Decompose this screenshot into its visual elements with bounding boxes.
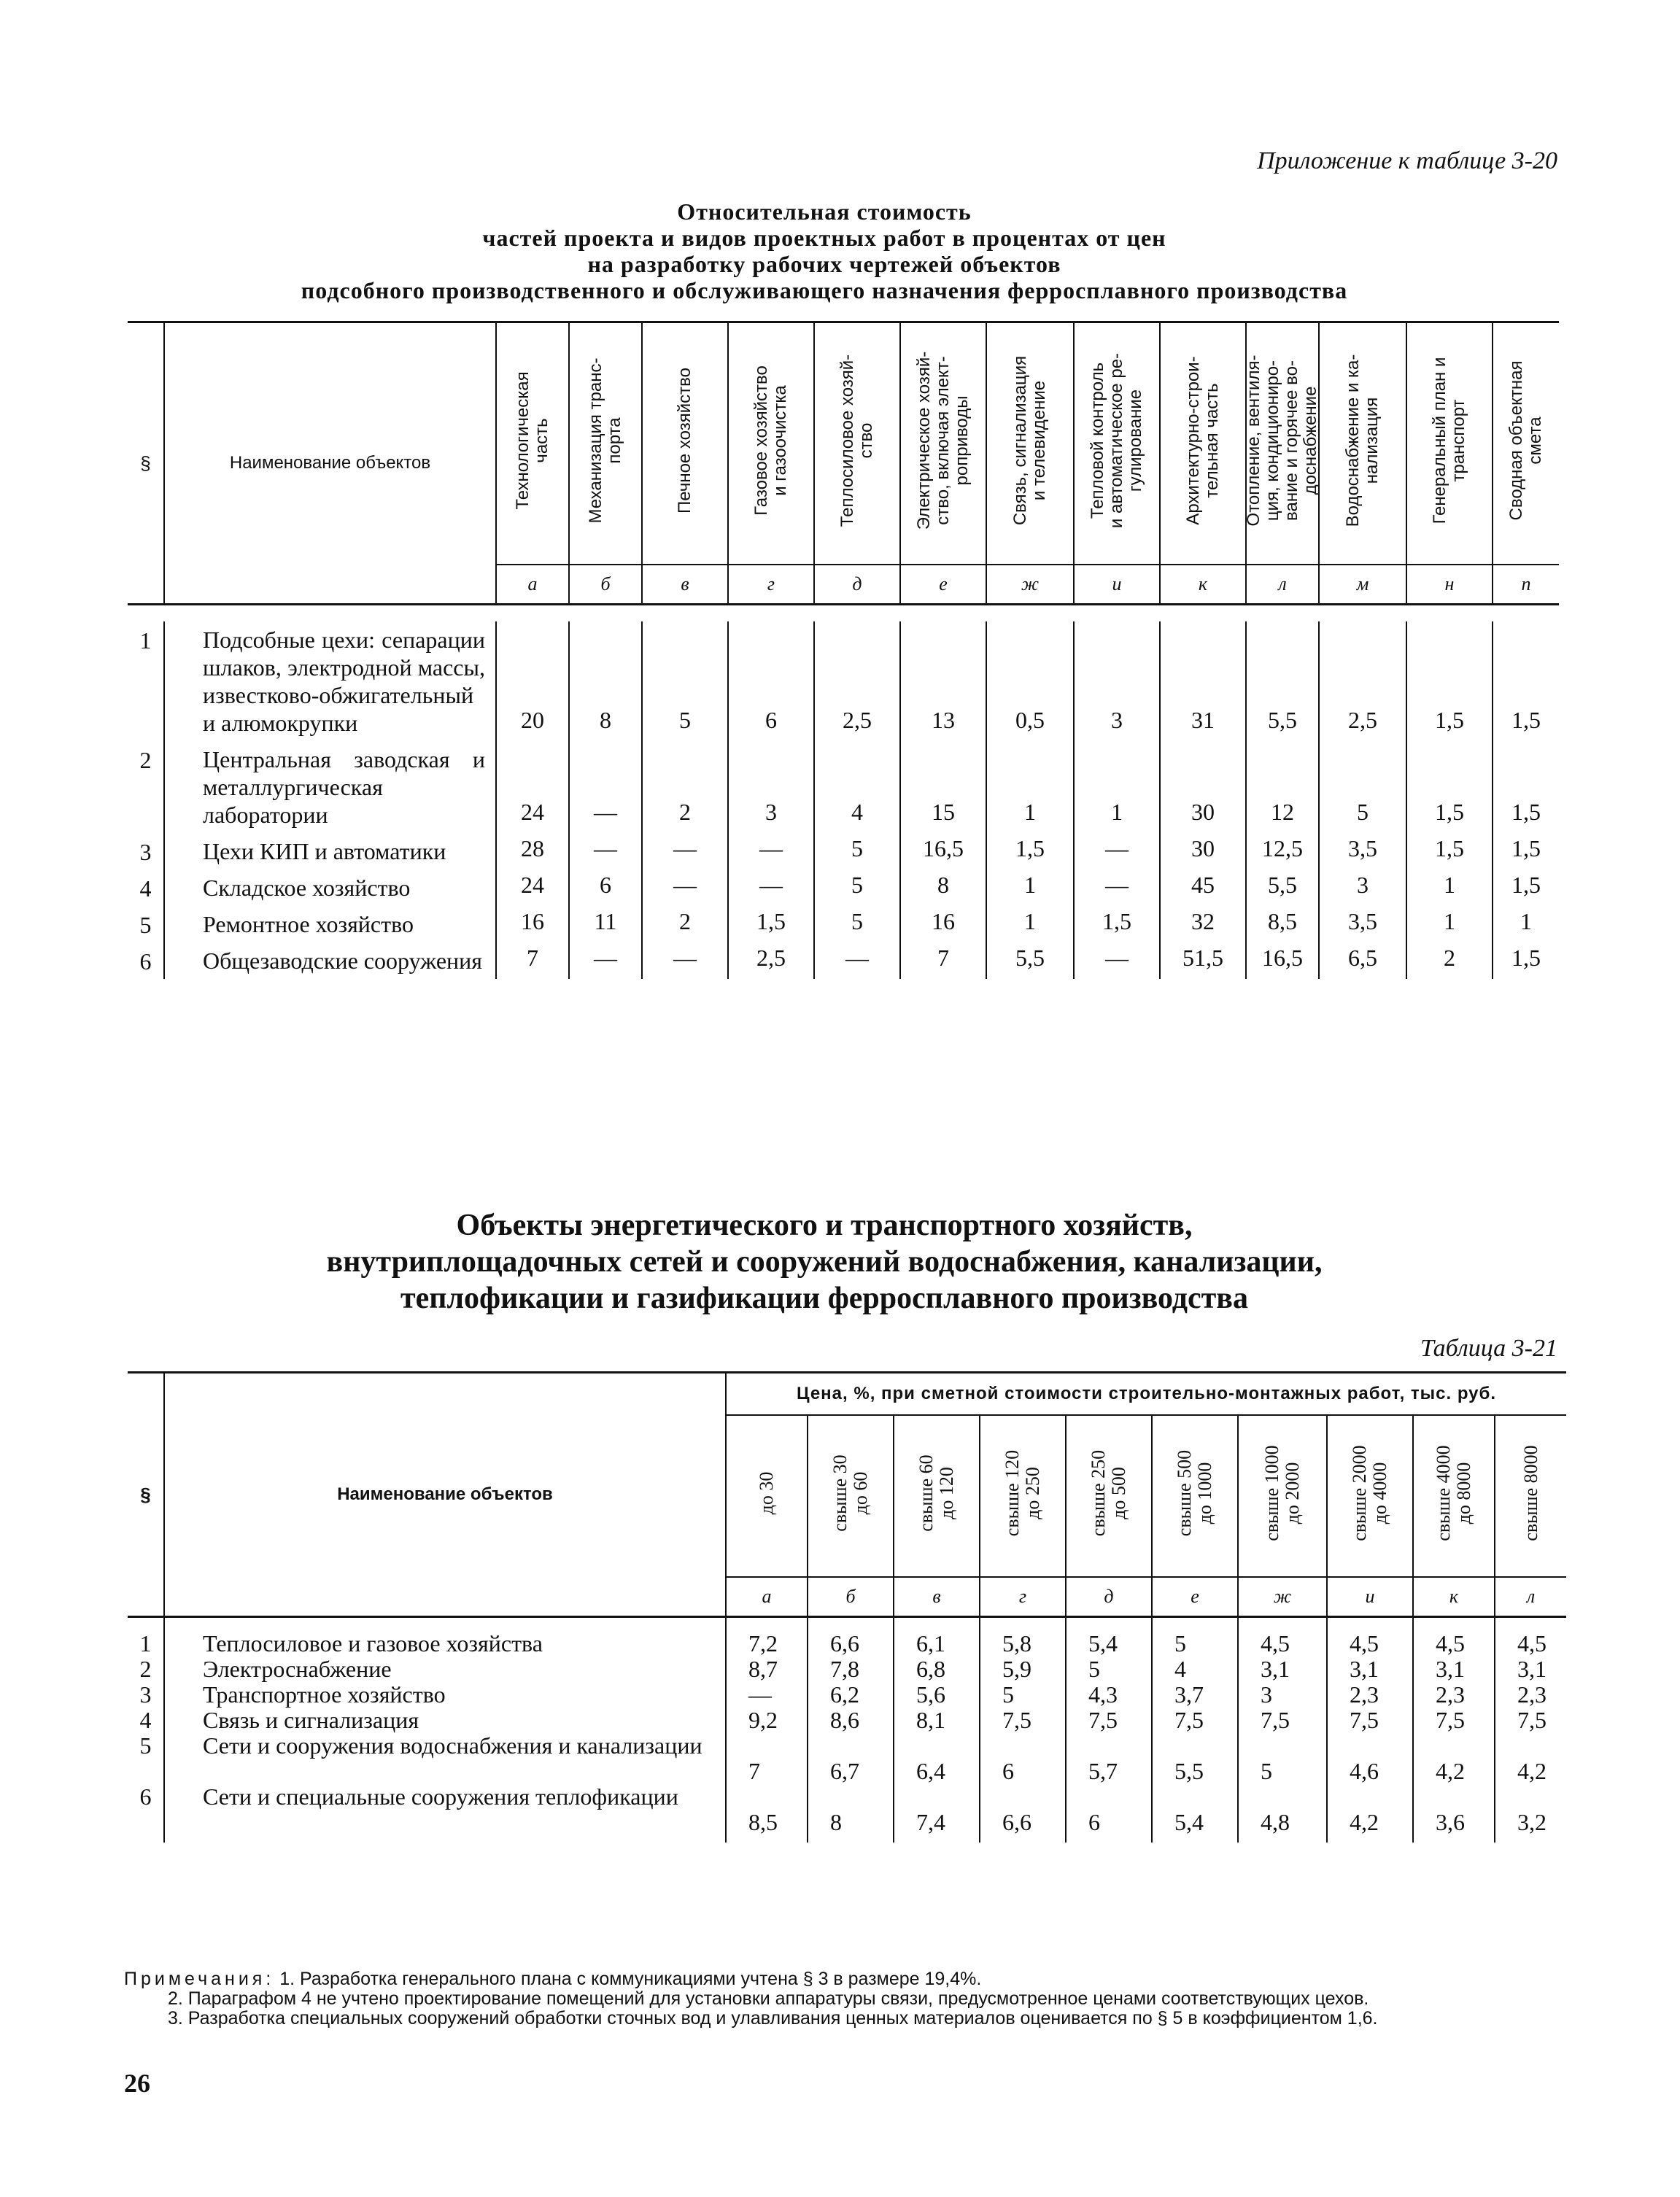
table-cell: 5 — [814, 869, 900, 906]
table-cell: 6 — [728, 621, 814, 741]
table-cell: 8 — [830, 1809, 842, 1835]
table-cell: 9,2 — [748, 1707, 778, 1733]
table-cell: 0,5 — [986, 621, 1074, 741]
table2-col-header — [1327, 1415, 1413, 1577]
table-cell: 5,7 — [1088, 1758, 1118, 1784]
table-cell: 8,5 — [748, 1809, 778, 1835]
table1-col-label: Технологическая часть — [513, 371, 551, 510]
table-cell: 4,6 — [1350, 1758, 1379, 1784]
table-cell: 2 — [1406, 942, 1493, 979]
table1-col-label: Водоснабжение и ка- нализация — [1343, 354, 1382, 527]
table1-col-header — [1246, 322, 1319, 565]
table-cell: 7,5 — [1436, 1707, 1465, 1733]
table-cell: — — [569, 833, 642, 869]
table-cell: 24 — [496, 741, 569, 833]
table-cell: 1 — [1406, 906, 1493, 942]
table2-col-label: свыше 2000 до 4000 — [1349, 1445, 1390, 1541]
row-number: 6 — [139, 948, 152, 974]
table2-col-letter: д — [1066, 1577, 1152, 1617]
table-cell: 7,5 — [1350, 1707, 1379, 1733]
table-cell: 51,5 — [1160, 942, 1246, 979]
table1-col-letter: н — [1406, 565, 1493, 605]
table1-col-letter: п — [1493, 565, 1559, 605]
row-name: Общезаводские сооружения — [164, 942, 496, 979]
table1-col-letter: ж — [986, 565, 1074, 605]
row-number: 4 — [139, 875, 152, 902]
table-cell: 3,1 — [1261, 1656, 1290, 1682]
table-cell: 8,5 — [1246, 906, 1319, 942]
value-column — [726, 1617, 808, 1843]
table-cell: 5,5 — [1246, 869, 1319, 906]
table-cell: 4,3 — [1088, 1681, 1118, 1708]
note-1-text: 1. Разработка генерального плана с коммуникациями учтена § 3 в размере 19,4%. — [279, 1969, 982, 1989]
row-number: 4 — [139, 1707, 152, 1733]
table-cell: 6,8 — [916, 1656, 945, 1682]
table2-col-letter: л — [1495, 1577, 1566, 1617]
table2-col-header — [1495, 1415, 1566, 1577]
notes-heading: Примечания: — [124, 1969, 275, 1989]
table1-col-header — [569, 322, 642, 565]
table-cell: 6,6 — [1002, 1809, 1031, 1835]
table-cell: 15 — [900, 741, 986, 833]
table-cell: 5 — [1088, 1656, 1100, 1682]
table2-col-header — [1238, 1415, 1327, 1577]
table-cell: 6 — [1002, 1758, 1014, 1784]
table-cell: 4 — [814, 741, 900, 833]
table2-title-line: Объекты энергетического и транспортного хозяйств, — [456, 1209, 1193, 1242]
table-cell: 7 — [496, 942, 569, 979]
table-cell: 2,5 — [728, 942, 814, 979]
table2-col-label: свыше 30 до 60 — [829, 1454, 871, 1532]
table-cell: 1,5 — [1493, 741, 1559, 833]
value-column — [1238, 1617, 1327, 1843]
page-number: 26 — [124, 2069, 150, 2098]
table1-col-letter: к — [1160, 565, 1246, 605]
row-number: 1 — [139, 1630, 152, 1657]
table-cell: 2,3 — [1517, 1681, 1547, 1708]
table-row — [128, 942, 1559, 979]
table2-col-label: свыше 4000 до 8000 — [1433, 1445, 1474, 1541]
note-3: 3. Разработка специальных сооружений обработки сточных вод и улавливания ценных материалов оценивается по § 5 в коэффициентом 1,6. — [168, 2008, 1378, 2029]
table-cell: 1,5 — [986, 833, 1074, 869]
table-cell: 7,5 — [1002, 1707, 1031, 1733]
table1-title-line: частей проекта и видов проектных работ в процентах от цен — [482, 225, 1166, 251]
table-cell: 5 — [1174, 1630, 1186, 1657]
table-cell: 3,6 — [1436, 1809, 1465, 1835]
table1-col-label: Электрическое хозяй- ство, включая элект- роприводы — [914, 351, 972, 530]
row-number: 5 — [139, 1732, 152, 1759]
value-column — [1327, 1617, 1413, 1843]
table-cell: 5 — [814, 833, 900, 869]
table1-col-header — [642, 322, 728, 565]
table2-col-header — [808, 1415, 894, 1577]
table-cell: 8,1 — [916, 1707, 945, 1733]
table1-col-header — [728, 322, 814, 565]
table-cell: 8 — [900, 869, 986, 906]
table1-col-header — [986, 322, 1074, 565]
table-cell: — — [642, 942, 728, 979]
table2-col-letter: ж — [1238, 1577, 1327, 1617]
table-row — [128, 869, 1559, 906]
table-cell: 2,5 — [1319, 621, 1406, 741]
table2-col-label: до 30 — [756, 1471, 777, 1515]
table-cell: 3,1 — [1436, 1656, 1465, 1682]
table-cell: 3 — [1319, 869, 1406, 906]
table1-col-label: Сводная объектная смета — [1506, 360, 1545, 521]
table-cell: 3,1 — [1517, 1656, 1547, 1682]
row-name: Транспортное хозяйство — [203, 1681, 446, 1708]
table-cell: 8 — [569, 621, 642, 741]
table-cell: 6 — [1088, 1809, 1100, 1835]
table-cell: — — [569, 741, 642, 833]
table-cell: 3,2 — [1517, 1809, 1547, 1835]
table-cell: 6,7 — [830, 1758, 859, 1784]
table-cell: 16,5 — [1246, 942, 1319, 979]
table-cell: 3,1 — [1350, 1656, 1379, 1682]
table1 — [128, 321, 1559, 979]
table-cell: 5,8 — [1002, 1630, 1031, 1657]
table-cell: 12,5 — [1246, 833, 1319, 869]
table-cell: 1 — [986, 869, 1074, 906]
row-name: Цехи КИП и автоматики — [164, 833, 496, 869]
table-cell: — — [569, 942, 642, 979]
table1-col-letter: б — [569, 565, 642, 605]
table2-col-header — [1413, 1415, 1495, 1577]
table-cell: — — [728, 833, 814, 869]
table-cell: 3,7 — [1174, 1681, 1204, 1708]
table-cell: 6,2 — [830, 1681, 859, 1708]
table2-col-label: свыше 500 до 1000 — [1174, 1449, 1215, 1537]
table1-col-header — [1074, 322, 1160, 565]
table-cell: 3,5 — [1319, 833, 1406, 869]
table1-col-letter: е — [900, 565, 986, 605]
table-cell: 7,2 — [748, 1630, 778, 1657]
row-number: 3 — [139, 839, 152, 865]
table-cell: 1 — [1406, 869, 1493, 906]
table-cell: 1,5 — [1074, 906, 1160, 942]
table-row — [128, 833, 1559, 869]
table-cell: 7,5 — [1174, 1707, 1204, 1733]
table-cell: 2,3 — [1350, 1681, 1379, 1708]
table-cell: 3 — [1261, 1681, 1272, 1708]
row-name: Подсобные цехи: сепарации шлаков, электродной массы, известково-обжигательный и алюмокрупки — [164, 621, 496, 741]
table2-title-line: теплофикации и газификации ферросплавного производства — [400, 1282, 1248, 1315]
table-cell: — — [1074, 869, 1160, 906]
table2-body — [128, 1617, 1566, 1843]
table-cell: 5,5 — [1174, 1758, 1204, 1784]
table-cell: 7,5 — [1517, 1707, 1547, 1733]
table-cell: 24 — [496, 869, 569, 906]
table-cell: 1,5 — [1406, 621, 1493, 741]
table-cell: 1,5 — [1406, 833, 1493, 869]
table-cell: 6,1 — [916, 1630, 945, 1657]
table-cell: 6,6 — [830, 1630, 859, 1657]
table-cell: 2,5 — [814, 621, 900, 741]
table1-col-label: Теплосиловое хозяй- ство — [837, 354, 876, 527]
appendix-label: Приложение к таблице 3-20 — [1257, 147, 1557, 174]
table-cell: 6,5 — [1319, 942, 1406, 979]
table-cell: 7,4 — [916, 1809, 945, 1835]
table-cell: 7,5 — [1261, 1707, 1290, 1733]
table-cell: 3,5 — [1319, 906, 1406, 942]
table-cell: 16 — [496, 906, 569, 942]
table-cell: 4,2 — [1517, 1758, 1547, 1784]
table1-col-label: Тепловой контроль и автоматическое ре- гулирование — [1088, 352, 1145, 529]
table-cell: 30 — [1160, 741, 1246, 833]
table-cell: 2,3 — [1436, 1681, 1465, 1708]
table-cell: 4 — [1174, 1656, 1186, 1682]
table-cell: 5 — [1319, 741, 1406, 833]
table-cell: — — [642, 833, 728, 869]
table2-col-header — [894, 1415, 980, 1577]
table1-col-letter: м — [1319, 565, 1406, 605]
table1-col-label: Отопление, вентиля- ция, кондициониро- вание и горячее во- доснабжение — [1244, 354, 1320, 527]
table1-title-line: подсобного производственного и обслуживающего назначения ферросплавного производства — [301, 277, 1348, 303]
table1-col-header — [1160, 322, 1246, 565]
table2-col-letter: а — [726, 1577, 808, 1617]
table-cell: 1,5 — [1493, 833, 1559, 869]
table-cell: 5 — [1002, 1681, 1014, 1708]
value-column — [1413, 1617, 1495, 1843]
table-cell: 4,2 — [1436, 1758, 1465, 1784]
row-name: Теплосиловое и газовое хозяйства — [203, 1630, 543, 1657]
table-cell: 4,2 — [1350, 1809, 1379, 1835]
table1-col-letter: и — [1074, 565, 1160, 605]
row-name: Электроснабжение — [203, 1656, 392, 1682]
value-column — [1495, 1617, 1566, 1843]
table1-col-letter: а — [496, 565, 569, 605]
table-cell: — — [1074, 833, 1160, 869]
table1-name-header: Наименование объектов — [164, 322, 496, 605]
table-cell: 16 — [900, 906, 986, 942]
table-cell: 1 — [986, 741, 1074, 833]
table-cell: 6,4 — [916, 1758, 945, 1784]
table2 — [128, 1371, 1566, 1843]
table1-spacer-row — [128, 605, 1559, 622]
row-name: Складское хозяйство — [164, 869, 496, 906]
table-cell: — — [748, 1681, 772, 1708]
table2-col-label: свыше 250 до 500 — [1088, 1449, 1129, 1537]
table-cell: 8,6 — [830, 1707, 859, 1733]
table1-col-header — [900, 322, 986, 565]
table1-num-header: § — [128, 322, 164, 605]
table-cell: 3 — [728, 741, 814, 833]
table-cell: 4,5 — [1517, 1630, 1547, 1657]
table-row — [128, 906, 1559, 942]
table2-col-header — [726, 1415, 808, 1577]
table-cell: 13 — [900, 621, 986, 741]
table1-col-header — [1493, 322, 1559, 565]
table2-data-block — [128, 1617, 1566, 1843]
table1-col-header — [1319, 322, 1406, 565]
value-column — [1152, 1617, 1238, 1843]
table-cell: 4,8 — [1261, 1809, 1290, 1835]
table-cell: 5,9 — [1002, 1656, 1031, 1682]
table2-col-label: свыше 120 до 250 — [1002, 1449, 1043, 1537]
notes — [124, 1969, 1554, 2029]
table1-title-line: на разработку рабочих чертежей объектов — [587, 251, 1061, 277]
table1-col-letter: д — [814, 565, 900, 605]
table1-col-header — [814, 322, 900, 565]
table-cell: 1 — [986, 906, 1074, 942]
table1-col-label: Связь, сигнализация и телевидение — [1010, 355, 1049, 526]
table2-label: Таблица 3-21 — [1420, 1335, 1557, 1362]
table-row — [128, 621, 1559, 741]
table-cell: — — [1074, 942, 1160, 979]
table-cell: 5,4 — [1174, 1809, 1204, 1835]
table1-spacer-cell — [128, 605, 1559, 622]
table1-title-line: Относительная стоимость — [677, 198, 972, 225]
row-name: Сети и сооружения водоснабжения и канализации — [203, 1732, 702, 1759]
table2-title-line: внутриплощадочных сетей и сооружений водоснабжения, канализации, — [326, 1245, 1323, 1279]
table-cell: 7 — [748, 1758, 760, 1784]
note-1 — [124, 1969, 1554, 1989]
value-column — [894, 1617, 980, 1843]
row-number: 2 — [139, 747, 152, 773]
value-column — [1066, 1617, 1152, 1843]
table-cell: 1 — [1074, 741, 1160, 833]
note-2: 2. Параграфом 4 не учтено проектирование помещений для установки аппаратуры связи, предусмотренное ценами соответствующих цехов. — [168, 1988, 1369, 2009]
table2-col-letter: к — [1413, 1577, 1495, 1617]
table-cell: 1,5 — [1493, 621, 1559, 741]
row-number: 1 — [139, 627, 152, 654]
table-cell: 1,5 — [1493, 869, 1559, 906]
table1-col-header — [1406, 322, 1493, 565]
row-name: Ремонтное хозяйство — [164, 906, 496, 942]
table1-col-label: Печное хозяйство — [675, 368, 694, 514]
table-cell: 8,7 — [748, 1656, 778, 1682]
row-name: Центральная заводская и металлургическая лаборатории — [164, 741, 496, 833]
table2-num-header: § — [128, 1373, 164, 1617]
row-number: 6 — [139, 1783, 152, 1810]
table-cell: 5 — [642, 621, 728, 741]
table1-col-letter: в — [642, 565, 728, 605]
row-numbers-column — [128, 1617, 164, 1843]
row-number: 2 — [139, 1656, 152, 1682]
table1-col-header — [496, 322, 569, 565]
table-cell: 5,5 — [986, 942, 1074, 979]
table-cell: 20 — [496, 621, 569, 741]
table-cell: 1,5 — [1406, 741, 1493, 833]
value-column — [808, 1617, 894, 1843]
table-cell: 5 — [1261, 1758, 1272, 1784]
table-cell: 4,5 — [1350, 1630, 1379, 1657]
table-cell: 32 — [1160, 906, 1246, 942]
table-cell: 5,4 — [1088, 1630, 1118, 1657]
table-cell: 7,5 — [1088, 1707, 1118, 1733]
table2-col-label: свыше 8000 — [1520, 1445, 1541, 1541]
table2-col-label: свыше 1000 до 2000 — [1261, 1445, 1303, 1541]
table-row — [128, 741, 1559, 833]
table-cell: 4,5 — [1261, 1630, 1290, 1657]
table-cell: 1 — [1493, 906, 1559, 942]
table-cell: 5,6 — [916, 1681, 945, 1708]
table2-col-letter: б — [808, 1577, 894, 1617]
table-cell: — — [728, 869, 814, 906]
row-name: Сети и специальные сооружения теплофикации — [203, 1783, 678, 1810]
table-cell: 11 — [569, 906, 642, 942]
table2-col-header — [1066, 1415, 1152, 1577]
table2-price-header: Цена, %, при сметной стоимости строительно-монтажных работ, тыс. руб. — [726, 1373, 1566, 1416]
row-name: Связь и сигнализация — [203, 1707, 419, 1733]
table-cell: — — [814, 942, 900, 979]
table-cell: — — [642, 869, 728, 906]
table2-name-header: Наименование объектов — [164, 1373, 726, 1617]
table-cell: 7 — [900, 942, 986, 979]
table1-col-label: Газовое хозяйство и газоочистка — [751, 365, 790, 516]
table1-body — [128, 605, 1559, 980]
table1-title — [175, 198, 1474, 303]
table2-col-letter: и — [1327, 1577, 1413, 1617]
table2-col-header — [980, 1415, 1066, 1577]
table-cell: 2 — [642, 741, 728, 833]
table2-col-header — [1152, 1415, 1238, 1577]
table-cell: 28 — [496, 833, 569, 869]
table1-col-label: Архитектурно-строи- тельная часть — [1183, 356, 1222, 525]
row-number: 3 — [139, 1681, 152, 1708]
table-cell: 1,5 — [1493, 942, 1559, 979]
table-cell: 30 — [1160, 833, 1246, 869]
table-cell: 5 — [814, 906, 900, 942]
table-cell: 2 — [642, 906, 728, 942]
row-number: 5 — [139, 912, 152, 938]
table-cell: 45 — [1160, 869, 1246, 906]
table-cell: 16,5 — [900, 833, 986, 869]
table-cell: 5,5 — [1246, 621, 1319, 741]
table1-col-letter: г — [728, 565, 814, 605]
table-cell: 31 — [1160, 621, 1246, 741]
table-cell: 1,5 — [728, 906, 814, 942]
table1-col-label: Генеральный план и транспорт — [1430, 357, 1468, 524]
table1-col-letter: л — [1246, 565, 1319, 605]
table2-col-letter: е — [1152, 1577, 1238, 1617]
table-cell: 12 — [1246, 741, 1319, 833]
table2-col-label: свыше 60 до 120 — [916, 1454, 957, 1532]
table1-col-label: Механизация транс- порта — [586, 357, 624, 524]
row-names-column — [164, 1617, 726, 1843]
table-cell: 6 — [569, 869, 642, 906]
table2-col-letter: г — [980, 1577, 1066, 1617]
table-cell: 7,8 — [830, 1656, 859, 1682]
table-cell: 4,5 — [1436, 1630, 1465, 1657]
value-column — [980, 1617, 1066, 1843]
table2-col-letter: в — [894, 1577, 980, 1617]
table-cell: 3 — [1074, 621, 1160, 741]
table2-title — [175, 1207, 1474, 1317]
